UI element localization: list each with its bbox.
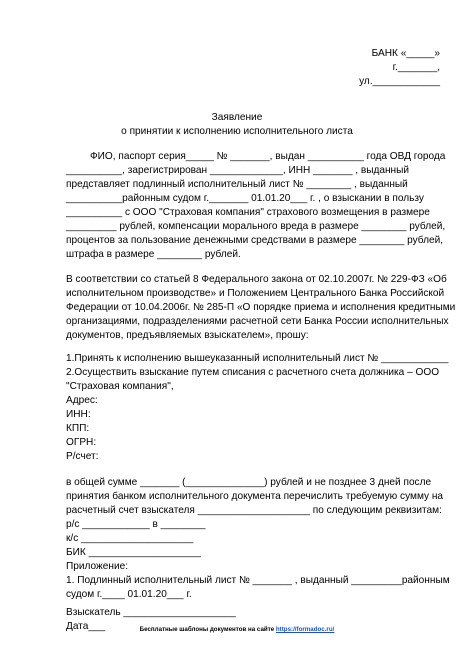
- footer-link[interactable]: https://formadoc.ru/: [275, 626, 335, 633]
- basis-line: Федерации от 10.04.2006г. № 285-П «О порядке приема и исполнения кредитными: [66, 302, 456, 313]
- basis-line: организациями, подразделениями расчетной сети Банка России исполнительных: [66, 316, 449, 327]
- request-line: "Страховая компания",: [66, 381, 174, 392]
- document-title: Заявление: [211, 112, 263, 123]
- intro-line: представляет подлинный исполнительный лист № ________ , выданный: [66, 179, 408, 190]
- basis-line: документов, предъявляемых взыскателем», прошу:: [66, 330, 309, 341]
- debtor-field-inn: ИНН:: [66, 409, 91, 420]
- signature-date: Дата___: [66, 621, 106, 632]
- intro-line: __________, зарегистрирован _____________, ИНН _______ , выданный: [66, 165, 410, 176]
- intro-line: ФИО, паспорт серия_____ № _______, выдан __________ года ОВД города: [90, 151, 446, 162]
- intro-line: __________ с ООО "Страховая компания" страхового возмещения в размере: [66, 207, 430, 218]
- document-subtitle: о принятии к исполнению исполнительного листа: [121, 126, 353, 137]
- header-bank: БАНК «_____»: [371, 48, 440, 59]
- request-line: 2.Осуществить взыскание путем списания с расчетного счета должника – ООО: [66, 367, 440, 378]
- transfer-line: в общей сумме _______ (______________) рублей и не позднее 3 дней после: [66, 477, 432, 488]
- appendix-item-continued: судом г.____ 01.01.20___ г.: [66, 589, 192, 600]
- header-city: г._______,: [392, 62, 440, 73]
- footer-text: Бесплатные шаблоны документов на сайте: [139, 626, 275, 633]
- intro-line: процентов за пользование денежными средствами в размере ________ рублей,: [66, 235, 444, 246]
- header-street: ул.____________: [359, 76, 440, 87]
- basis-line: В соответствии со статьей 8 Федерального закона от 02.10.2007г. № 229-ФЗ «Об: [66, 274, 447, 285]
- intro-line: штрафа в размере ________ рублей.: [66, 249, 241, 260]
- requisite-account: р/с ____________ в ________: [66, 519, 206, 530]
- intro-line: _________ рублей, компенсации морального вреда в размере ________ рублей,: [66, 221, 446, 232]
- footer: [0, 626, 474, 634]
- transfer-line: принятия банком исполнительного документа перечислить требуемую сумму на: [66, 491, 444, 502]
- intro-line: __________районным судом г._______ 01.01.20___ г. , о взыскании в пользу: [66, 193, 424, 204]
- transfer-line: расчетный счет взыскателя ____________________ по следующим реквизитам:: [66, 505, 442, 516]
- appendix-item: 1. Подлинный исполнительный лист № _______ , выданный _________районным: [66, 575, 450, 586]
- debtor-field-account: Р/счет:: [66, 451, 99, 462]
- signature-claimant: Взыскатель ____________________: [66, 607, 236, 618]
- request-line: 1.Принять к исполнению вышеуказанный исполнительный лист № ____________: [66, 353, 449, 364]
- basis-line: исполнительном производстве» и Положением Центрального Банка Российской: [66, 288, 445, 299]
- debtor-field-ogrn: ОГРН:: [66, 437, 97, 448]
- debtor-field-address: Адрес:: [66, 395, 98, 406]
- requisite-corr-account: к/с ____________________: [66, 533, 194, 544]
- appendix-heading: Приложение:: [66, 561, 129, 572]
- requisite-bik: БИК ____________________: [66, 547, 201, 558]
- debtor-field-kpp: КПП:: [66, 423, 90, 434]
